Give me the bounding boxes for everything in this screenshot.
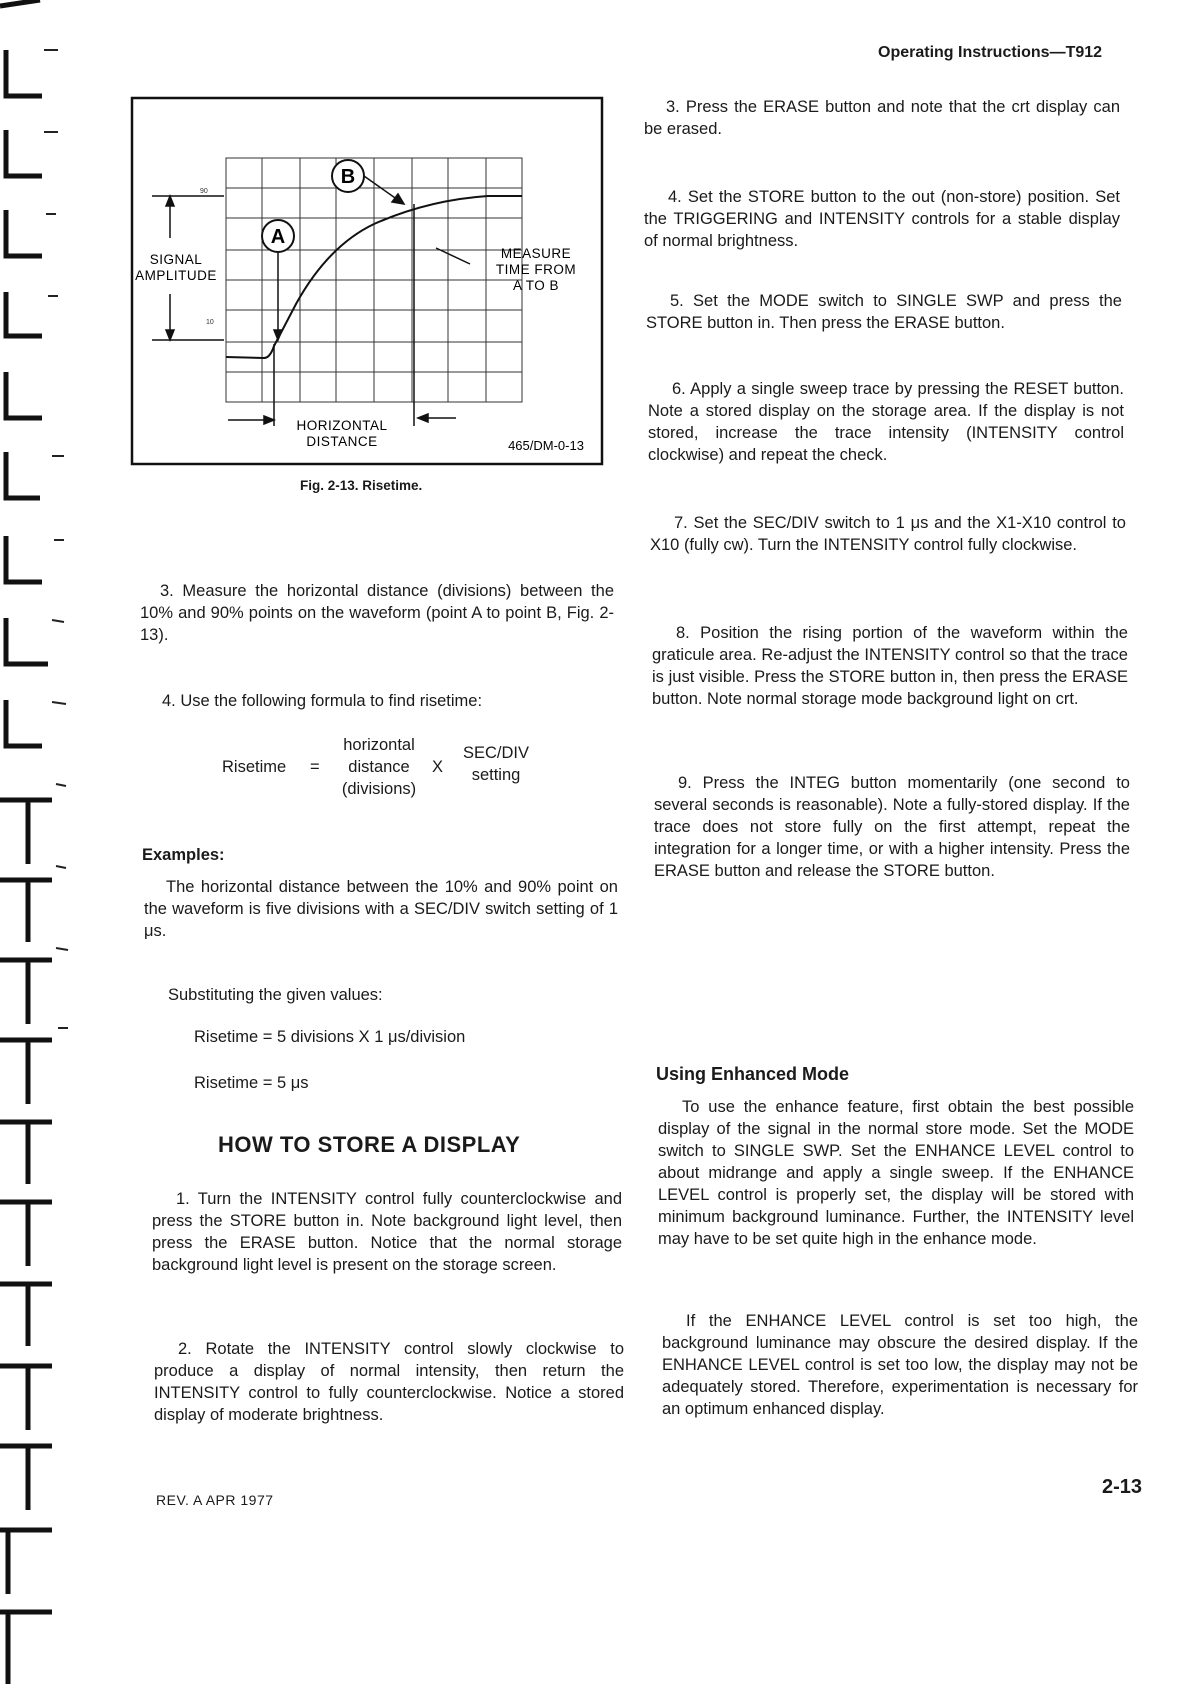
formula-sd-line1: SEC/DIV [462,744,530,762]
a-to-b-label: A TO B [512,278,560,293]
enhanced-mode-heading: Using Enhanced Mode [656,1064,850,1084]
right-step-9: 9. Press the INTEG button momentarily (one second to several seconds is reasonable). Note a fully-stored display. If the trace does not store fully on the first attempt, repeat the integration for a longer time, or with a higher intensity. Press the ERASE button and release the STORE button. [654,774,1130,880]
horizontal-label: HORIZONTAL [296,418,388,433]
figure-caption: Fig. 2-13. Risetime. [300,478,423,493]
store-step-2: 2. Rotate the INTENSITY control slowly clockwise to produce a display of normal intensity, then return the INTENSITY control to fully counterclockwise. Notice a stored display of moderate brightness. [154,1340,624,1424]
formula-equals: = [310,758,320,776]
store-heading: HOW TO STORE A DISPLAY [218,1132,521,1157]
examples-heading: Examples: [142,846,225,864]
revision-footer: REV. A APR 1977 [156,1492,274,1508]
right-step-7: 7. Set the SEC/DIV switch to 1 μs and the X1-X10 control to X10 (fully cw). Turn the INTENSITY control fully clockwise. [650,514,1126,554]
figure-id: 465/DM-0-13 [508,438,584,453]
binder-edge-marks [0,0,80,1684]
point-a-label: A [270,226,286,248]
formula-sd-line2: setting [471,766,521,784]
running-header: Operating Instructions—T912 [878,44,1103,61]
distance-arrows [228,248,470,424]
formula-times: X [432,758,444,776]
pointer-lines [274,176,414,426]
right-step-4: 4. Set the STORE button to the out (non-store) position. Set the TRIGGERING and INTENSITY controls for a stable display of normal brightness. [644,188,1120,250]
distance-label: DISTANCE [306,434,378,449]
enhanced-para-2: If the ENHANCE LEVEL control is set too high, the background luminance may obscure the desired display. If the ENHANCE LEVEL control is set too low, the display may not be adequately stored. Therefore, experimentation is necessary for an optimum enhanced display. [662,1312,1138,1418]
right-step-3: 3. Press the ERASE button and note that the crt display can be erased. [644,98,1120,138]
store-step-1: 1. Turn the INTENSITY control fully counterclockwise and press the STORE button in. Note background light level, then press the ERASE button. Notice that the normal storage background light level is present on the storage screen. [152,1190,622,1274]
right-step-8: 8. Position the rising portion of the waveform within the graticule area. Re-adjust the INTENSITY control so that the trace is just visible. Press the STORE button in, then press the ERASE button. Note normal storage mode background light on crt. [652,624,1128,708]
left-step-4: 4. Use the following formula to find risetime: [162,692,483,710]
formula-lhs: Risetime [222,758,287,776]
amplitude-label: AMPLITUDE [135,268,217,283]
left-step-3: 3. Measure the horizontal distance (divisions) between the 10% and 90% points on the waveform (point A to point B, Fig. 2-13). [140,582,614,644]
pct-90-label: 90 [200,188,208,195]
formula-hd-line3: (divisions) [341,780,417,798]
right-step-6: 6. Apply a single sweep trace by pressing the RESET button. Note a stored display on the storage area. If the display is not stored, increase the trace intensity (INTENSITY control clockwise) and repeat the check. [648,380,1124,464]
formula-hd-line1: horizontal [343,736,415,754]
examples-text: The horizontal distance between the 10% and 90% point on the waveform is five divisions with a SEC/DIV switch setting of 1 μs. [144,878,618,940]
time-from-label: TIME FROM [495,262,577,277]
signal-label: SIGNAL [149,252,203,267]
point-b-label: B [340,166,356,188]
pct-10-label: 10 [206,319,214,326]
right-step-5: 5. Set the MODE switch to SINGLE SWP and press the STORE button in. Then press the ERASE button. [646,292,1122,332]
formula-hd-line2: distance [348,758,410,776]
equation-1: Risetime = 5 divisions X 1 μs/division [194,1028,466,1046]
page-number: 2-13 [1102,1476,1143,1498]
risetime-figure [128,96,608,472]
equation-2: Risetime = 5 μs [194,1074,309,1092]
measure-label: MEASURE [500,246,572,261]
enhanced-para-1: To use the enhance feature, first obtain the best possible display of the signal in the normal store mode. Set the MODE switch to SINGLE SWP. Set the ENHANCE LEVEL control to about midrange and apply a single sweep. If the ENHANCE LEVEL control is properly set, the display will be stored with minimum background luminance. Further, the INTENSITY level may have to be set quite high in the enhance mode. [658,1098,1134,1248]
substituting-text: Substituting the given values: [168,986,383,1004]
